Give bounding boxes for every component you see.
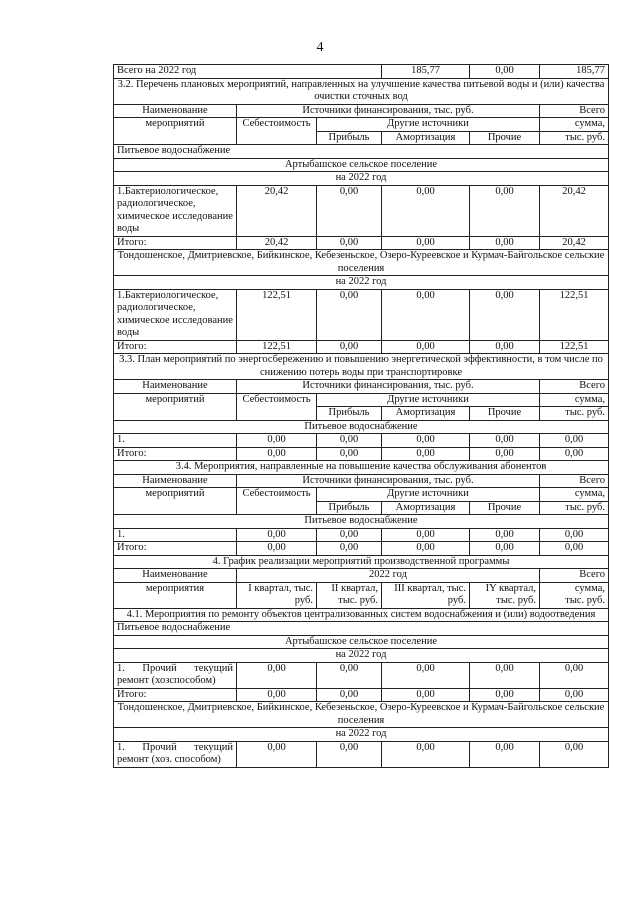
cell: 0,00 bbox=[317, 741, 382, 767]
cell: 122,51 bbox=[540, 289, 609, 340]
header-sources: Источники финансирования, тыс. руб. bbox=[237, 104, 540, 118]
header-amort: Амортизация bbox=[382, 407, 470, 421]
header-quarter: IY квартал, тыс. руб. bbox=[470, 582, 540, 608]
cell: 0,00 bbox=[470, 340, 540, 354]
cell: 122,51 bbox=[540, 340, 609, 354]
cell: 0,00 bbox=[317, 528, 382, 542]
cell: Итого: bbox=[114, 236, 237, 250]
settlement-row: Артыбашское сельское поселение bbox=[114, 635, 609, 649]
cell: 0,00 bbox=[237, 688, 317, 702]
cell: Итого: bbox=[114, 340, 237, 354]
cell: 0,00 bbox=[470, 688, 540, 702]
section-title: 3.3. План мероприятий по энергосбережению и повышению энергетической эффективности, в том числе по снижению потерь воды при транспортировке bbox=[114, 354, 609, 380]
section-title: 3.4. Мероприятия, направленные на повышение качества обслуживания абонентов bbox=[114, 461, 609, 475]
cell: 0,00 bbox=[540, 688, 609, 702]
section-title: 4.1. Мероприятия по ремонту объектов централизованных систем водоснабжения и (или) водоотведения bbox=[114, 608, 609, 622]
cell: 20,42 bbox=[237, 236, 317, 250]
cell: 0,00 bbox=[317, 236, 382, 250]
total-label: Всего на 2022 год bbox=[114, 65, 382, 79]
total-2022-row bbox=[114, 65, 609, 79]
table-row bbox=[114, 662, 609, 688]
cell: 0,00 bbox=[317, 289, 382, 340]
cell: 0,00 bbox=[470, 741, 540, 767]
settlement-row: Тондошенское, Дмитриевское, Бийкинское, Кебезеньское, Озеро-Куреевское и Курмач-Байгольское сельские поселения bbox=[114, 250, 609, 276]
cell: 0,00 bbox=[382, 289, 470, 340]
header-cost: Себестоимость bbox=[237, 118, 317, 145]
cell: 0,00 bbox=[237, 528, 317, 542]
header-name: Наименование bbox=[114, 474, 237, 488]
cell: 0,00 bbox=[382, 185, 470, 236]
cell: 0,00 bbox=[540, 741, 609, 767]
header-total: Всего bbox=[540, 380, 609, 394]
header-total: Всего bbox=[540, 569, 609, 583]
header-total bbox=[540, 582, 609, 608]
header-sources: Источники финансирования, тыс. руб. bbox=[237, 380, 540, 394]
cell: 0,00 bbox=[540, 662, 609, 688]
cell: 20,42 bbox=[540, 185, 609, 236]
header-quarter: II квартал, тыс. руб. bbox=[317, 582, 382, 608]
itogo-row bbox=[114, 236, 609, 250]
cell: 0,00 bbox=[470, 434, 540, 448]
year-row: на 2022 год bbox=[114, 276, 609, 290]
header-other: Другие источники bbox=[317, 488, 540, 502]
header-name: Наименование bbox=[114, 104, 237, 118]
header-name: мероприятия bbox=[114, 582, 237, 608]
header-quarter: III квартал, тыс. руб. bbox=[382, 582, 470, 608]
header-misc: Прочие bbox=[470, 501, 540, 515]
category-row: Питьевое водоснабжение bbox=[114, 515, 609, 529]
cell: 0,00 bbox=[470, 289, 540, 340]
item-name: 1. Прочий текущий ремонт (хоз. способом) bbox=[114, 741, 237, 767]
cell: 0,00 bbox=[382, 236, 470, 250]
cell: 0,00 bbox=[382, 447, 470, 461]
total-value: 185,77 bbox=[382, 65, 470, 79]
header-name: мероприятий bbox=[114, 393, 237, 420]
header-name: Наименование bbox=[114, 380, 237, 394]
cell: Итого: bbox=[114, 447, 237, 461]
cell: 0,00 bbox=[470, 662, 540, 688]
table-row bbox=[114, 434, 609, 448]
year-row: на 2022 год bbox=[114, 649, 609, 663]
itogo-row bbox=[114, 447, 609, 461]
cell: 1. bbox=[114, 434, 237, 448]
item-name: 1.Бактериологическое, радиологическое, химическое исследование воды bbox=[114, 185, 237, 236]
cell: 0,00 bbox=[382, 528, 470, 542]
cell: 1. bbox=[114, 528, 237, 542]
header-amort: Амортизация bbox=[382, 131, 470, 145]
settlement-row: Артыбашское сельское поселение bbox=[114, 158, 609, 172]
itogo-row bbox=[114, 688, 609, 702]
cell: 0,00 bbox=[317, 434, 382, 448]
header-profit: Прибыль bbox=[317, 501, 382, 515]
table-row bbox=[114, 741, 609, 767]
year-row: на 2022 год bbox=[114, 728, 609, 742]
header-total: тыс. руб. bbox=[540, 407, 609, 421]
cell: 0,00 bbox=[540, 542, 609, 556]
header-misc: Прочие bbox=[470, 131, 540, 145]
total-value: 185,77 bbox=[540, 65, 609, 79]
cell: 0,00 bbox=[470, 528, 540, 542]
header-misc: Прочие bbox=[470, 407, 540, 421]
header-other: Другие источники bbox=[317, 118, 540, 132]
section-title: 3.2. Перечень плановых мероприятий, направленных на улучшение качества питьевой воды и (или) качества очистки сточных вод bbox=[114, 78, 609, 104]
table-row bbox=[114, 289, 609, 340]
cell: 122,51 bbox=[237, 289, 317, 340]
cell: 0,00 bbox=[540, 434, 609, 448]
category-row: Питьевое водоснабжение bbox=[114, 622, 609, 636]
category-row: Питьевое водоснабжение bbox=[114, 145, 609, 159]
item-name: 1. Прочий текущий ремонт (хозспособом) bbox=[114, 662, 237, 688]
header-total: тыс. руб. bbox=[540, 131, 609, 145]
cell: 0,00 bbox=[470, 542, 540, 556]
cell: Итого: bbox=[114, 688, 237, 702]
cell: 0,00 bbox=[540, 528, 609, 542]
cell: 0,00 bbox=[237, 434, 317, 448]
cell: 0,00 bbox=[237, 447, 317, 461]
header-amort: Амортизация bbox=[382, 501, 470, 515]
header-total: сумма, bbox=[540, 393, 609, 407]
cell: 0,00 bbox=[317, 662, 382, 688]
section-title: 4. График реализации мероприятий производственной программы bbox=[114, 555, 609, 569]
cell: 0,00 bbox=[470, 236, 540, 250]
cell: 0,00 bbox=[317, 185, 382, 236]
cell: 0,00 bbox=[382, 662, 470, 688]
header-total: Всего bbox=[540, 104, 609, 118]
cell: 0,00 bbox=[237, 662, 317, 688]
header-year: 2022 год bbox=[237, 569, 540, 583]
cell: 0,00 bbox=[317, 447, 382, 461]
header-other: Другие источники bbox=[317, 393, 540, 407]
category-row: Питьевое водоснабжение bbox=[114, 420, 609, 434]
header-total: тыс. руб. bbox=[540, 501, 609, 515]
cell: 0,00 bbox=[470, 447, 540, 461]
header-name: мероприятий bbox=[114, 488, 237, 515]
settlement-row: Тондошенское, Дмитриевское, Бийкинское, Кебезеньское, Озеро-Куреевское и Курмач-Байгольское сельские поселения bbox=[114, 702, 609, 728]
table-row bbox=[114, 185, 609, 236]
header-total: сумма, bbox=[540, 488, 609, 502]
header-profit: Прибыль bbox=[317, 407, 382, 421]
cell: 0,00 bbox=[382, 542, 470, 556]
cell: 0,00 bbox=[317, 340, 382, 354]
cell: 0,00 bbox=[237, 542, 317, 556]
cell: 0,00 bbox=[540, 447, 609, 461]
header-cost: Себестоимость bbox=[237, 488, 317, 515]
header-total: Всего bbox=[540, 474, 609, 488]
header-name: Наименование bbox=[114, 569, 237, 583]
program-table bbox=[113, 64, 609, 768]
item-name: 1.Бактериологическое, радиологическое, химическое исследование воды bbox=[114, 289, 237, 340]
page-number: 4 bbox=[316, 40, 324, 55]
year-row: на 2022 год bbox=[114, 172, 609, 186]
cell: 20,42 bbox=[540, 236, 609, 250]
header-profit: Прибыль bbox=[317, 131, 382, 145]
table-row bbox=[114, 528, 609, 542]
header-quarter: I квартал, тыс. руб. bbox=[237, 582, 317, 608]
cell: 0,00 bbox=[382, 688, 470, 702]
cell: 122,51 bbox=[237, 340, 317, 354]
cell: 0,00 bbox=[382, 340, 470, 354]
cell: 0,00 bbox=[237, 741, 317, 767]
header-sources: Источники финансирования, тыс. руб. bbox=[237, 474, 540, 488]
header-total-line: сумма, bbox=[574, 582, 605, 594]
itogo-row bbox=[114, 340, 609, 354]
header-name: мероприятий bbox=[114, 118, 237, 145]
cell: 0,00 bbox=[470, 185, 540, 236]
cell: 0,00 bbox=[382, 741, 470, 767]
header-total: сумма, bbox=[540, 118, 609, 132]
cell: 0,00 bbox=[382, 434, 470, 448]
total-value: 0,00 bbox=[470, 65, 540, 79]
header-total-line: тыс. руб. bbox=[565, 595, 605, 606]
cell: 0,00 bbox=[317, 542, 382, 556]
cell: 0,00 bbox=[317, 688, 382, 702]
itogo-row bbox=[114, 542, 609, 556]
cell: 20,42 bbox=[237, 185, 317, 236]
header-cost: Себестоимость bbox=[237, 393, 317, 420]
cell: Итого: bbox=[114, 542, 237, 556]
